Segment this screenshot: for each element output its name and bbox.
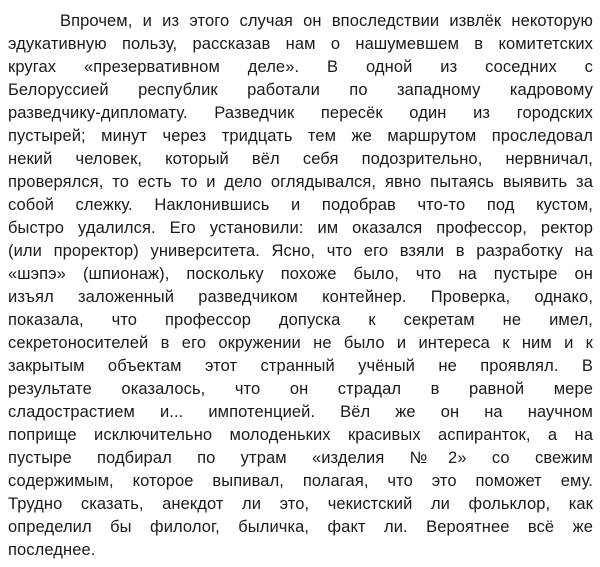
paragraph-line: (или проректор) университета. Ясно, что его взяли в разработку на xyxy=(8,242,593,260)
paragraph-line: секретоносителей в его окружении не было и интереса к ним и к xyxy=(8,334,593,352)
paragraph-line: собой слежку. Наклонившись и подобрав что-то под кустом, xyxy=(8,196,593,214)
paragraph-line: показала, что профессор допуска к секретам не имел, xyxy=(8,311,593,329)
paragraph-line: изъял заложенный разведчиком контейнер. Проверка, однако, xyxy=(8,288,593,306)
paragraph-line: Трудно сказать, анекдот ли это, чекистский ли фольклор, как xyxy=(8,495,593,513)
paragraph-line: кругах «презервативном деле». В одной из соседних с xyxy=(8,58,593,76)
paragraph-line: результате оказалось, что он страдал в равной мере xyxy=(8,380,593,398)
paragraph-line: последнее. xyxy=(8,541,96,559)
paragraph-line: пустырей; минут через тридцать тем же маршрутом проследовал xyxy=(8,127,593,145)
paragraph-line: Белоруссией республик работали по западному кадровому xyxy=(8,81,593,99)
paragraph-line: поприще исключительно молоденьких красивых аспиранток, а на xyxy=(8,426,593,444)
paragraph-line: проверялся, то есть то и дело оглядывался, явно пытаясь выявить за xyxy=(8,173,593,191)
paragraph-line: пустыре подбирал по утрам «изделия №2» со свежим xyxy=(8,449,593,467)
paragraph xyxy=(8,10,593,562)
paragraph-line: сладострастием и... импотенцией. Вёл же он на научном xyxy=(8,403,593,421)
paragraph-line: «шэпэ» (шпионаж), поскольку похоже было, что на пустыре он xyxy=(8,265,593,283)
paragraph-line: разведчику-дипломату. Разведчик пересёк один из городских xyxy=(8,104,593,122)
paragraph-line: определил бы филолог, быличка, факт ли. Вероятнее всё же xyxy=(8,518,593,536)
paragraph-line: содержимым, которое выпивал, полагая, что это поможет ему. xyxy=(8,472,593,490)
paragraph-line: некий человек, который вёл себя подозрительно, нервничал, xyxy=(8,150,593,168)
paragraph-line: быстро удалился. Его установили: им оказался профессор, ректор xyxy=(8,219,593,237)
paragraph-line: закрытым объектам этот странный учёный не проявлял. В xyxy=(8,357,593,375)
paragraph-line: Впрочем, и из этого случая он впоследствии извлёк некоторую xyxy=(60,12,593,30)
paragraph-line: эдукативную пользу, рассказав нам о нашумевшем в комитетских xyxy=(8,35,593,53)
